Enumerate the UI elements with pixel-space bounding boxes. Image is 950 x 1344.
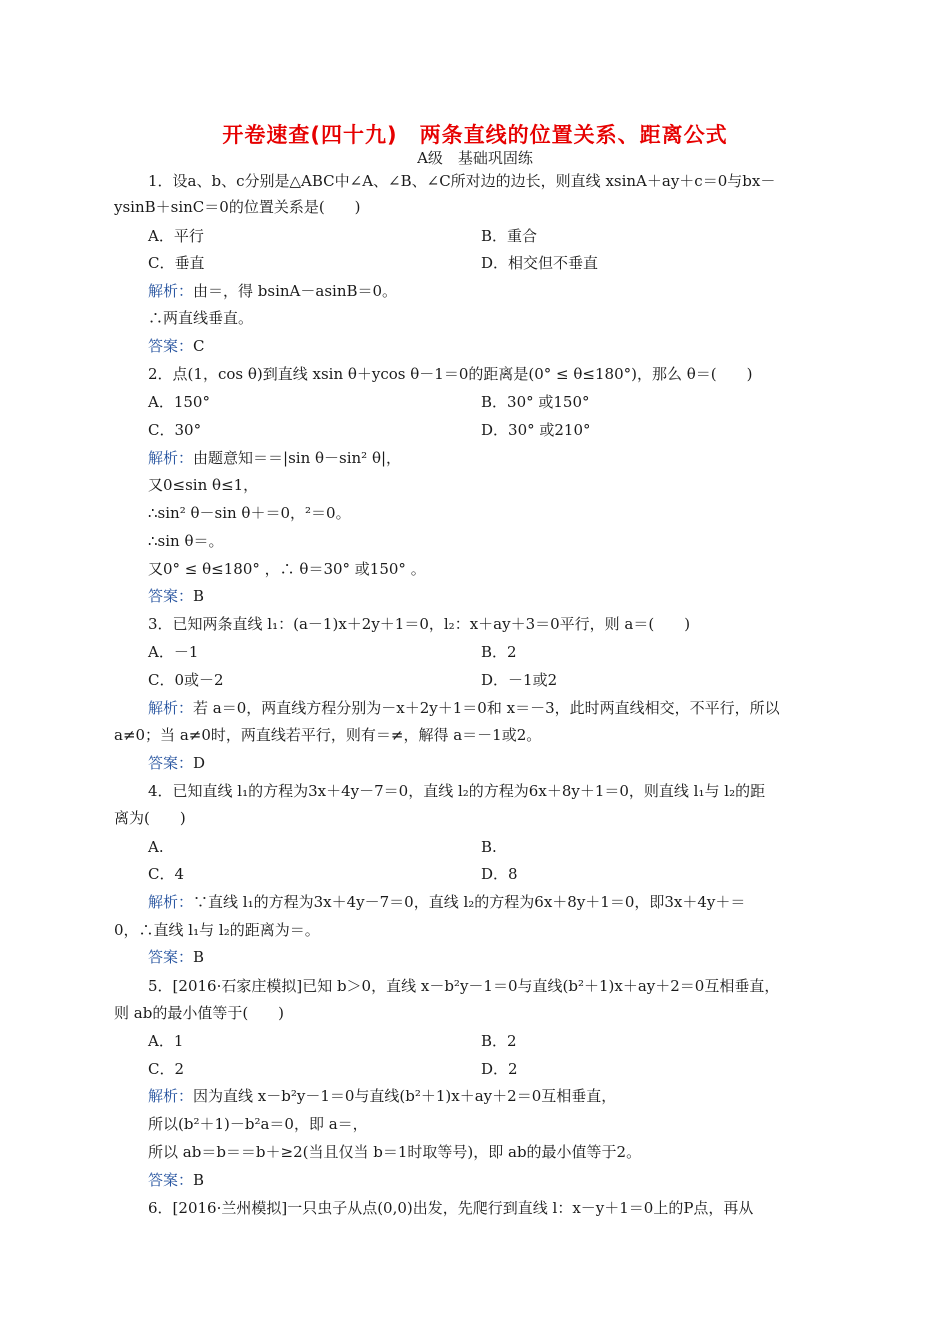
solution-label: 解析： [148, 282, 194, 300]
q4-answer: 答案：B [148, 948, 205, 966]
q5-solution-line3: 所以 ab＝b＝＝b＋≥2(当且仅当 b＝1时取等号)，即 ab的最小值等于2。 [148, 1143, 642, 1161]
answer-label: 答案： [148, 337, 194, 355]
q4-option-b: B. [481, 838, 497, 856]
q5-solution-line1: 解析：因为直线 x－b²y－1＝0与直线(b²＋1)x＋ay＋2＝0互相垂直， [148, 1087, 617, 1105]
q5-stem-line1: 5．[2016·石家庄模拟]已知 b＞0，直线 x－b²y－1＝0与直线(b²＋1)x＋ay＋2＝0互相垂直， [148, 977, 780, 995]
q2-solution-line1: 解析：由题意知＝＝|sin θ－sin² θ|， [148, 449, 402, 467]
q2-solution-line2: 又0≤sin θ≤1， [148, 476, 259, 494]
q1-answer: 答案：C [148, 337, 205, 355]
q4-option-d: D．8 [481, 865, 518, 883]
q1-option-a: A．平行 [148, 227, 204, 245]
q2-option-d: D．30° 或210° [481, 421, 591, 439]
q2-option-a: A．150° [148, 393, 210, 411]
q4-solution-line1: 解析：∵直线 l₁的方程为3x＋4y－7＝0，直线 l₂的方程为6x＋8y＋1＝0，即3x＋4y＋＝ [148, 893, 746, 911]
q2-solution-line4: ∴sin θ＝。 [148, 532, 224, 550]
q3-option-d: D．－1或2 [481, 671, 558, 689]
q3-stem-line1: 3．已知两条直线 l₁：(a－1)x＋2y＋1＝0，l₂：x＋ay＋3＝0平行，则 a＝( ) [148, 615, 691, 633]
q5-option-c: C．2 [148, 1060, 185, 1078]
section-subtitle: A级 基础巩固练 [417, 149, 533, 167]
q3-solution-line1: 解析：若 a＝0，两直线方程分别为－x＋2y＋1＝0和 x＝－3，此时两直线相交，不平行，所以 [148, 699, 780, 717]
q4-stem-line1: 4．已知直线 l₁的方程为3x＋4y－7＝0，直线 l₂的方程为6x＋8y＋1＝0，则直线 l₁与 l₂的距 [148, 782, 766, 800]
q4-option-a: A. [148, 838, 164, 856]
q3-solution-line2: a≠0；当 a≠0时，两直线若平行，则有＝≠，解得 a＝－1或2。 [114, 726, 542, 744]
q1-solution-line2: ∴两直线垂直。 [148, 309, 254, 327]
q1-option-d: D．相交但不垂直 [481, 254, 599, 272]
q5-option-a: A．1 [148, 1032, 184, 1050]
q2-solution-line3: ∴sin² θ－sin θ＋＝0，²＝0。 [148, 504, 351, 522]
q5-option-d: D．2 [481, 1060, 518, 1078]
q6-stem-line1: 6．[2016·兰州模拟]一只虫子从点(0,0)出发，先爬行到直线 l：x－y＋1＝0上的P点，再从 [148, 1199, 754, 1217]
q4-solution-line2: 0，∴直线 l₁与 l₂的距离为＝。 [114, 921, 320, 939]
q2-solution-line5: 又0° ≤ θ≤180° ，∴ θ＝30° 或150° 。 [148, 560, 426, 578]
q2-option-b: B．30° 或150° [481, 393, 590, 411]
page-title: 开卷速查(四十九) 两条直线的位置关系、距离公式 [222, 123, 728, 147]
q2-option-c: C．30° [148, 421, 202, 439]
q5-option-b: B．2 [481, 1032, 517, 1050]
q2-stem-line1: 2．点(1，cos θ)到直线 xsin θ＋ycos θ－1＝0的距离是(0° ≤ θ≤180°)，那么 θ＝( ) [148, 365, 753, 383]
q3-answer: 答案：D [148, 754, 206, 772]
q1-stem-line1: 1．设a、b、c分别是△ABC中∠A、∠B、∠C所对边的边长，则直线 xsinA＋ay＋c＝0与bx－ [148, 172, 776, 190]
q2-answer: 答案：B [148, 587, 205, 605]
q3-option-c: C．0或－2 [148, 671, 224, 689]
q3-option-a: A．－1 [148, 643, 199, 661]
q5-answer: 答案：B [148, 1171, 205, 1189]
q4-option-c: C．4 [148, 865, 185, 883]
q1-solution-line1: 解析：由＝，得 bsinA－asinB＝0。 [148, 282, 398, 300]
q1-option-c: C．垂直 [148, 254, 205, 272]
q5-stem-line2: 则 ab的最小值等于( ) [114, 1004, 285, 1022]
q4-stem-line2: 离为( ) [114, 809, 186, 827]
q1-stem-line2: ysinB＋sinC＝0的位置关系是( ) [114, 198, 361, 216]
q5-solution-line2: 所以(b²＋1)－b²a＝0，即 a＝， [148, 1115, 368, 1133]
q3-option-b: B．2 [481, 643, 517, 661]
q1-option-b: B．重合 [481, 227, 538, 245]
